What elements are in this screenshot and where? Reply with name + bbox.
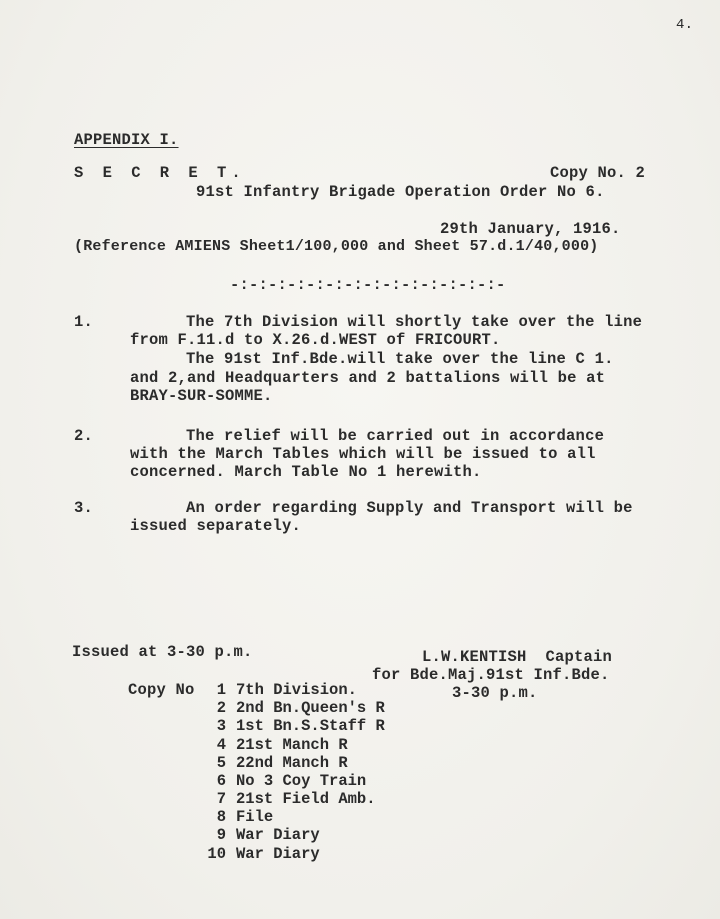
paragraph-1-line-5: BRAY-SUR-SOMME. bbox=[130, 387, 273, 405]
signature-name: L.W.KENTISH Captain bbox=[422, 648, 613, 666]
copy-10-number: 10 bbox=[207, 845, 226, 863]
copy-6-destination: No 3 Coy Train bbox=[236, 772, 367, 790]
copy-number: Copy No. 2 bbox=[550, 164, 646, 182]
paragraph-2-line-3: concerned. March Table No 1 herewith. bbox=[130, 463, 482, 481]
signature-for: for Bde.Maj.91st Inf.Bde. bbox=[372, 666, 610, 684]
paragraph-3-line-2: issued separately. bbox=[130, 517, 302, 535]
page-number: 4. bbox=[676, 17, 694, 33]
copy-9-number: 9 bbox=[216, 826, 226, 844]
paragraph-2-number: 2. bbox=[74, 427, 94, 445]
paragraph-2-line-1: The relief will be carried out in accordance bbox=[186, 427, 605, 445]
appendix-heading: APPENDIX I. bbox=[74, 131, 179, 149]
copy-6-number: 6 bbox=[216, 772, 226, 790]
copy-3-number: 3 bbox=[216, 717, 226, 735]
paragraph-1-line-3: The 91st Inf.Bde.will take over the line C 1. bbox=[186, 350, 614, 368]
order-date: 29th January, 1916. bbox=[440, 220, 621, 238]
copy-4-number: 4 bbox=[216, 736, 226, 754]
paragraph-1-line-4: and 2,and Headquarters and 2 battalions will be at bbox=[130, 369, 606, 387]
map-reference: (Reference AMIENS Sheet1/100,000 and Sheet 57.d.1/40,000) bbox=[74, 238, 599, 255]
signature-time: 3-30 p.m. bbox=[452, 684, 538, 702]
copy-10-destination: War Diary bbox=[236, 845, 320, 863]
issued-at: Issued at 3-30 p.m. bbox=[72, 643, 253, 661]
copy-2-destination: 2nd Bn.Queen's R bbox=[236, 699, 385, 717]
copy-9-destination: War Diary bbox=[236, 826, 320, 844]
copy-5-destination: 22nd Manch R bbox=[236, 754, 348, 772]
paragraph-3-number: 3. bbox=[74, 499, 94, 517]
distribution-label: Copy No bbox=[128, 681, 195, 699]
paragraph-1-line-2: from F.11.d to X.26.d.WEST of FRICOURT. bbox=[130, 331, 501, 349]
copy-7-number: 7 bbox=[216, 790, 226, 808]
paragraph-2-line-2: with the March Tables which will be issued to all bbox=[130, 445, 596, 463]
copy-3-destination: 1st Bn.S.Staff R bbox=[236, 717, 385, 735]
copy-2-number: 2 bbox=[216, 699, 226, 717]
copy-7-destination: 21st Field Amb. bbox=[236, 790, 376, 808]
paragraph-3-line-1: An order regarding Supply and Transport will be bbox=[186, 499, 633, 517]
paragraph-1-line-1: The 7th Division will shortly take over the line bbox=[186, 313, 643, 331]
copy-8-number: 8 bbox=[216, 808, 226, 826]
copy-4-destination: 21st Manch R bbox=[236, 736, 348, 754]
copy-8-destination: File bbox=[236, 808, 274, 826]
copy-5-number: 5 bbox=[216, 754, 226, 772]
separator: -:-:-:-:-:-:-:-:-:-:-:-:-:-:- bbox=[230, 276, 506, 294]
secret-label: S E C R E T. bbox=[74, 164, 246, 182]
paragraph-1-number: 1. bbox=[74, 313, 94, 331]
copy-1-destination: 7th Division. bbox=[236, 681, 357, 699]
copy-1-number: 1 bbox=[216, 681, 226, 699]
order-title: 91st Infantry Brigade Operation Order No 6. bbox=[196, 183, 605, 201]
